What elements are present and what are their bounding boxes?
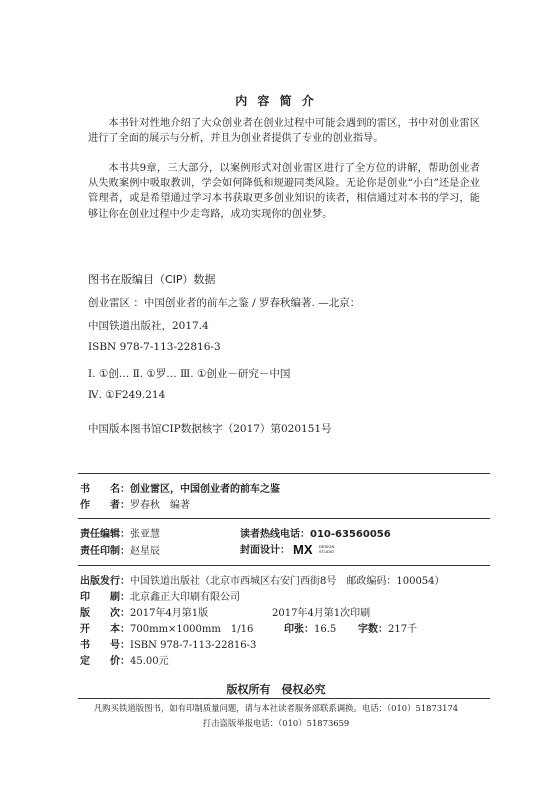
rights-notice-2: 打击盗版举报电话：（010）51873659 (202, 718, 350, 728)
book-title-row (80, 480, 280, 495)
cip-line-1: 创业雷区 ：中国创业者的前车之鉴 / 罗春秋编著. —北京： (88, 297, 361, 309)
price-row (80, 652, 169, 667)
publisher-label: 出版发行： (80, 576, 130, 587)
format-label: 开 本： (80, 624, 130, 635)
cip-line-6: 中国版本图书馆CIP数据核字（2017）第020151号 (88, 423, 332, 435)
rights-notice-1: 凡购买铁道版图书，如有印制质量问题，请与本社读者服务部联系调换。电话：（010）51873174 (93, 703, 459, 713)
cip-title: 图书在版编目（CIP）数据 (88, 273, 216, 286)
rights-title: 版权所有 侵权必究 (226, 683, 326, 696)
cip-line-2: 中国铁道出版社，2017.4 (88, 320, 209, 332)
print-run-row (272, 604, 370, 619)
format-value: 700mm×1000mm 1/16 (130, 624, 254, 635)
logo-main-text: MX (293, 542, 313, 556)
printer-value: 北京鑫正大印刷有限公司 (130, 592, 240, 603)
sheets-row (284, 620, 336, 635)
words-value: 217千 (388, 624, 418, 635)
divider (78, 518, 490, 519)
editor-row (80, 525, 160, 540)
printer-label: 印 刷： (80, 592, 130, 603)
editor-value: 张亚慧 (130, 529, 160, 540)
hotline-label: 读者热线电话： (240, 529, 310, 540)
cip-line-4: Ⅰ. ①创… Ⅱ. ①罗… Ⅲ. ①创业－研究－中国 (88, 368, 291, 380)
sheets-value: 16.5 (314, 624, 337, 635)
edition-row (80, 604, 208, 619)
book-author-row (80, 496, 190, 511)
price-label: 定 价： (80, 656, 130, 667)
isbn-label: 书 号： (80, 640, 130, 651)
words-label: 字数： (358, 624, 388, 635)
logo-sub-text-2: STUDIO (319, 549, 335, 554)
isbn-value: ISBN 978-7-113-22816-3 (130, 640, 257, 651)
design-studio-logo (293, 542, 337, 559)
editor-label: 责任编辑： (80, 529, 130, 540)
intro-paragraph-2: 本书共9章，三大部分，以案例形式对创业雷区进行了全方位的讲解，帮助创业者从失败案例中吸取教训，学会如何降低和规避同类风险。无论你是创业“小白”还是企业管理者，或是希望通过学习本书获取更多创业知识的读者，相信通过对本书的学习，能够让你在创业过程中少走弯路，成功实现你的创业梦。 (88, 163, 480, 220)
divider (78, 473, 490, 474)
hotline-value: 010-63560056 (310, 529, 391, 540)
edition-label: 版 次： (80, 608, 130, 619)
divider (78, 698, 490, 699)
book-title-label: 书 名： (80, 484, 130, 495)
publisher-row (80, 572, 445, 587)
print-run-value: 2017年4月第1次印刷 (272, 608, 371, 619)
book-title-value: 创业雷区，中国创业者的前车之鉴 (130, 484, 280, 495)
intro-paragraph-1: 本书针对性地介绍了大众创业者在创业过程中可能会遇到的雷区，书中对创业雷区进行了全面的展示与分析，并且为创业者提供了专业的创业指导。 (88, 118, 480, 145)
logo-sub-text-1: DESIGN (319, 544, 335, 549)
printing-manager-value: 赵星辰 (130, 546, 160, 557)
cover-design-label: 封面设计： (240, 545, 290, 556)
hotline-row (240, 525, 391, 540)
price-value: 45.00元 (130, 656, 169, 667)
cip-line-3: ISBN 978-7-113-22816-3 (88, 341, 221, 353)
divider (78, 565, 490, 566)
printing-manager-row (80, 542, 160, 557)
printer-row (80, 588, 240, 603)
cip-line-5: Ⅳ. ①F249.214 (88, 389, 166, 401)
book-author-label: 作 者： (80, 500, 130, 511)
isbn-row (80, 636, 256, 651)
printing-manager-label: 责任印制： (80, 546, 130, 557)
words-row (358, 620, 417, 635)
format-row (80, 620, 253, 635)
publisher-value: 中国铁道出版社（北京市西城区右安门西街8号 邮政编码：100054） (130, 576, 445, 587)
edition-value: 2017年4月第1版 (130, 608, 209, 619)
intro-title: 内 容 简 介 (235, 94, 317, 108)
book-author-value: 罗春秋 编著 (130, 500, 190, 511)
sheets-label: 印张： (284, 624, 314, 635)
cover-design-row (240, 541, 337, 559)
